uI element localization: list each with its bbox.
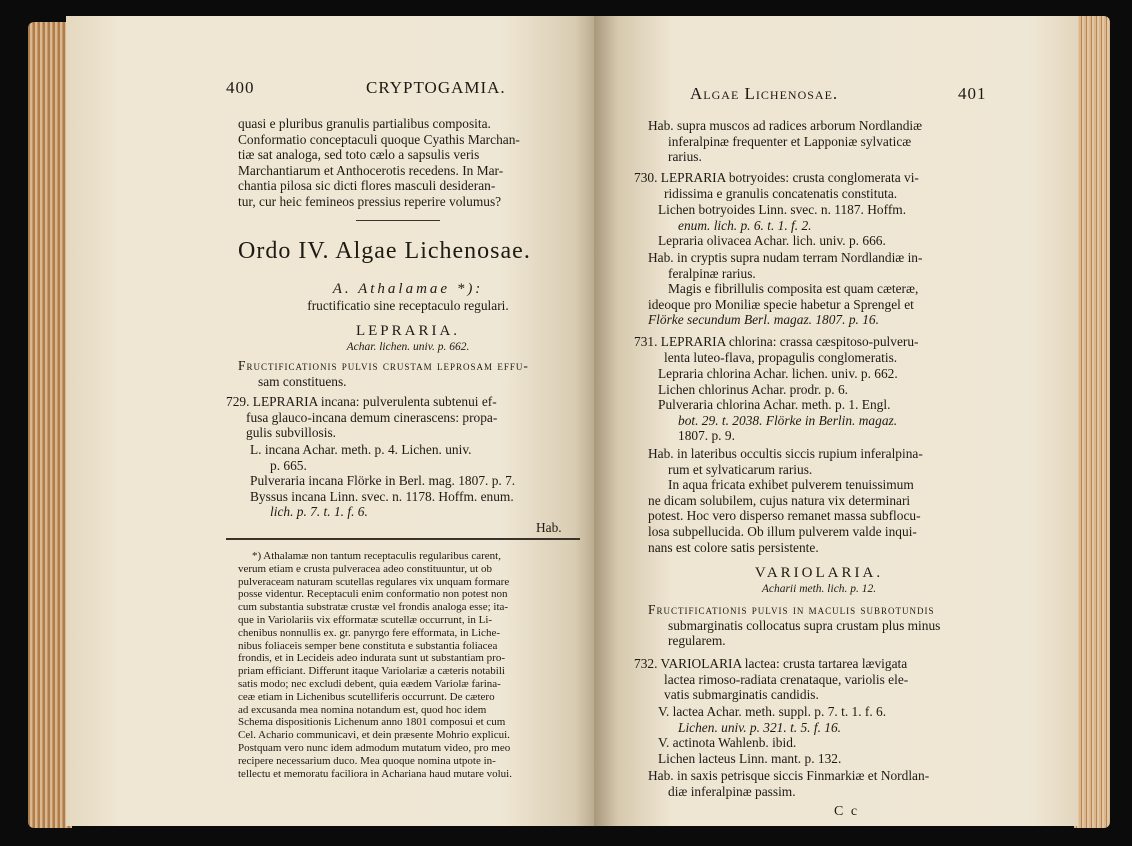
synonyms-729 (250, 442, 580, 520)
text-line: 729. LEPRARIA incana: pulverulenta subtenui ef- (226, 394, 497, 409)
text-line: frondis, et in Lecideis adeo indurata sunt ut substantiam pro- (238, 652, 505, 665)
text-line: Hab. in cryptis supra nudam terram Nordlandiæ in- (648, 250, 923, 265)
text-line: Lepraria chlorina Achar. lichen. univ. p. 662. (658, 366, 898, 381)
text-line: diæ inferalpinæ passim. (668, 783, 796, 799)
text-line: regularem. (668, 633, 726, 649)
text-line: posse videntur. Receptaculi enim conformatio non potest non (238, 588, 508, 601)
text-line: 1807. p. 9. (678, 428, 735, 444)
text-line: Hab. in lateribus occultis siccis rupium inferalpina- (648, 446, 923, 461)
text-line: fusa glauco-incana demum cinerascens: propa- (246, 409, 498, 425)
left-running-head: CRYPTOGAMIA. (366, 78, 506, 97)
text-line: Schema dispositionis Lichenum anno 1801 composui et cum (238, 716, 506, 729)
genus-reference: Achar. lichen. univ. p. 662. (346, 341, 470, 353)
text-line: inferalpinæ frequenter et Lapponiæ sylvaticæ (668, 133, 912, 149)
text-line: In aqua fricata exhibet pulverem tenuissimum (668, 477, 914, 493)
genus-lepraria (238, 322, 578, 356)
hab-catchword: Hab. (536, 520, 562, 535)
text-line: nibus foliaceis semper bene constituta e substantia foliacea (238, 639, 498, 652)
text-line: Cel. Achario communicavi, et dein præsente Mohrio explicui. (238, 729, 510, 742)
text-line: *) Athalamæ non tantum receptaculis regularibus carent, (252, 550, 501, 562)
text-line: vatis submarginatis candidis. (664, 687, 819, 703)
genus-title: LEPRARIA. (355, 323, 461, 339)
signature-mark: C c (834, 804, 860, 819)
text-line: Byssus incana Linn. svec. n. 1178. Hoffm. enum. (250, 488, 514, 504)
text-line: Postquam vero nunc idem admodum mutatum video, pro meo (238, 741, 511, 754)
text-line: rum et sylvaticarum rarius. (668, 461, 813, 477)
section-subheading: fructificatio sine receptaculo regulari. (307, 298, 509, 313)
text-line: lich. p. 7. t. 1. f. 6. (270, 504, 368, 520)
fructificatio-description (238, 358, 578, 389)
species-730 (634, 170, 1004, 201)
text-line: p. 665. (270, 457, 307, 473)
text-line: Lepraria olivacea Achar. lich. univ. p. 666. (658, 233, 886, 249)
text-line: losa subpellucida. Ob illum pulverem valde inqui- (648, 523, 917, 539)
open-book (28, 10, 1110, 836)
divider (356, 220, 440, 221)
text-line: tellectu et memoratu faciliora in Achariana haud mutare volui. (238, 767, 512, 780)
text-line: ridissima e granulis concatenatis constituta. (664, 185, 898, 201)
text-line: pulveraceam naturam scutellas regulares vix unquam formare (238, 575, 510, 588)
text-line: Lichen. univ. p. 321. t. 5. f. 16. (678, 719, 842, 735)
footnote (238, 550, 578, 780)
text-line: Pulveraria chlorina Achar. meth. p. 1. Engl. (658, 397, 891, 413)
text-line: ne dicam solubilem, cujus natura vix determinari (648, 492, 911, 508)
text-line: nans est colore satis persistente. (648, 539, 819, 555)
text-line: ideoque pro Moniliæ specie habetur a Sprengel et (648, 296, 914, 312)
synonyms-730 (658, 202, 1004, 249)
text-line: feralpinæ rarius. (668, 265, 756, 281)
text-line: 730. LEPRARIA botryoides: crusta conglomerata vi- (634, 170, 919, 185)
text-line: Lichen lacteus Linn. mant. p. 132. (658, 750, 842, 766)
text-line: satis modo; nec excludi debent, quia eædem Variolæ farina- (238, 677, 501, 690)
text-line: recipere necessarium duco. Mea quoque nomina utpote in- (238, 754, 496, 767)
text-line: Flörke secundum Berl. magaz. 1807. p. 16. (648, 312, 879, 328)
text-line: Conformatio conceptaculi quoque Cyathis Marchan- (238, 131, 520, 147)
synonyms-732 (658, 704, 1004, 766)
text-line: V. actinota Wahlenb. ibid. (658, 735, 797, 751)
text-line: cum substantia substratæ crustæ vel frondis analoga esse; ita- (238, 601, 509, 614)
species-729 (226, 394, 578, 441)
text-line: sam constituens. (258, 373, 347, 389)
text-line: Lichen botryoides Linn. svec. n. 1187. Hoffm. (658, 202, 907, 217)
text-line: lenta luteo-flava, propagulis conglomeratis. (664, 349, 898, 365)
athalamae-section (238, 280, 578, 314)
left-page (66, 16, 596, 826)
left-page-number: 400 (226, 78, 255, 97)
text-line: gulis subvillosis. (246, 425, 337, 441)
synonyms-731 (658, 366, 1004, 444)
text-line: Marchantiarum et Anthocerotis recedens. In Mar- (238, 162, 504, 178)
species-732 (634, 656, 1004, 703)
text-line: Fructificationis pulvis in maculis subrotundis (648, 602, 935, 617)
right-running-head: Algae Lichenosae. (690, 84, 839, 103)
text-line: L. incana Achar. meth. p. 4. Lichen. univ. (250, 442, 472, 457)
text-line: ceæ etiam in Lichenibus scutelliferis occurrunt. De cætero (238, 690, 495, 703)
text-line: Magis e fibrillulis composita est quam cæteræ, (668, 281, 919, 297)
text-line: potest. Hoc vero disperso remanet massa subflocu- (648, 508, 921, 524)
intro-paragraph (238, 116, 578, 210)
hab-continued (648, 118, 1004, 165)
text-line: 731. LEPRARIA chlorina: crassa cæspitoso-pulveru- (634, 334, 919, 349)
ordo-title: Ordo IV. Algae Lichenosae. (238, 238, 531, 264)
text-line: tur, cur heic femineos pressius reperire volumus? (238, 193, 502, 209)
hab-731 (648, 446, 1004, 555)
right-page-edges (1074, 16, 1110, 828)
text-line: rarius. (668, 149, 702, 165)
text-line: Hab. supra muscos ad radices arborum Nordlandiæ (648, 118, 923, 133)
text-line: chenibus nonnullis ex. gr. panyrgo fere efformata, in Liche- (238, 626, 500, 639)
text-line: bot. 29. t. 2038. Flörke in Berlin. magaz. (678, 412, 898, 428)
text-line: tiæ sat analoga, sed toto cælo a sapsulis veris (238, 147, 480, 163)
fructificatio-2 (648, 602, 1004, 649)
footnote-rule (226, 538, 580, 540)
text-line: Hab. in saxis petrisque siccis Finmarkiæ et Nordlan- (648, 768, 930, 783)
right-page (594, 16, 1078, 826)
text-line: quasi e pluribus granulis partialibus composita. (238, 116, 491, 131)
hab-732 (648, 768, 1004, 799)
text-line: que in Variolariis vix efformatæ scutellæ occurrunt, in Li- (238, 613, 493, 626)
text-line: submarginatis collocatus supra crustam plus minus (668, 617, 941, 633)
text-line: lactea rimoso-radiata crenataque, variolis ele- (664, 671, 909, 687)
section-heading: A. Athalamae *): (332, 281, 484, 297)
genus-variolaria (634, 564, 1004, 598)
text-line: ad excusanda mea nomina notandum est, quod hoc idem (238, 703, 487, 716)
text-line: 732. VARIOLARIA lactea: crusta tartarea lævigata (634, 656, 908, 671)
text-line: Pulveraria incana Flörke in Berl. mag. 1807. p. 7. (250, 473, 516, 489)
text-line: Fructificationis pulvis crustam leprosam effu- (238, 358, 529, 373)
text-line: verum etiam e crusta pulveracea adeo constituuntur, ut ob (238, 562, 492, 575)
text-line: V. lactea Achar. meth. suppl. p. 7. t. 1. f. 6. (658, 704, 887, 719)
hab-730 (648, 250, 1004, 328)
text-line: Lichen chlorinus Achar. prodr. p. 6. (658, 381, 849, 397)
genus-reference: Acharii meth. lich. p. 12. (761, 583, 877, 595)
genus-title: VARIOLARIA. (754, 565, 884, 581)
text-line: enum. lich. p. 6. t. 1. f. 2. (678, 217, 812, 233)
text-line: priam efficiant. Differunt itaque Variolariæ a cæteris notabili (238, 665, 505, 678)
text-line: chantia pilosa sic dicti flores masculi desideran- (238, 178, 496, 194)
species-731 (634, 334, 1004, 365)
right-page-number: 401 (958, 84, 987, 103)
